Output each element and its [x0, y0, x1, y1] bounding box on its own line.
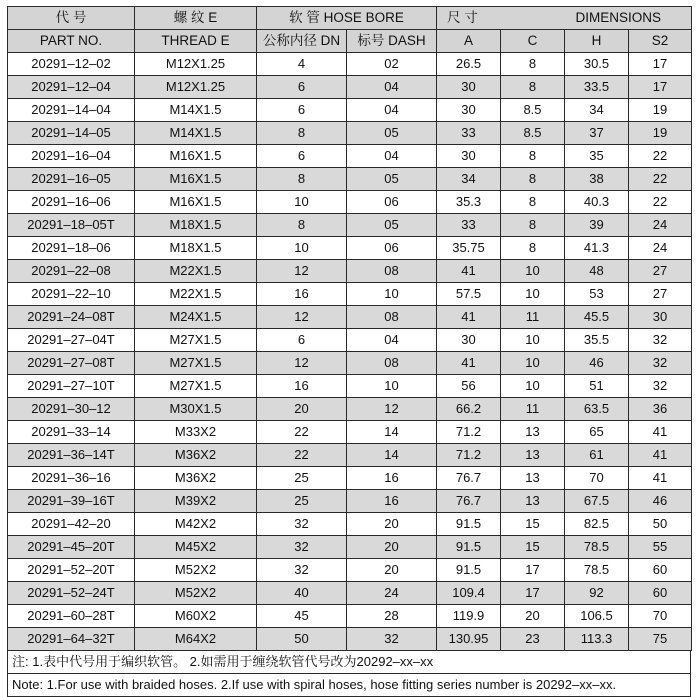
cell-dash: 14: [347, 421, 437, 444]
cell-s2: 32: [629, 375, 692, 398]
cell-s2: 41: [629, 421, 692, 444]
cell-part: 20291–42–20: [8, 513, 135, 536]
cell-dash: 05: [347, 214, 437, 237]
cell-h: 41.3: [565, 237, 629, 260]
cell-a: 30: [437, 76, 501, 99]
cell-dn: 6: [257, 76, 347, 99]
cell-h: 34: [565, 99, 629, 122]
header-dn: 公称内径 DN: [257, 30, 347, 53]
cell-h: 37: [565, 122, 629, 145]
header-row-2: [8, 30, 692, 53]
cell-thread: M39X2: [135, 490, 257, 513]
cell-part: 20291–52–24T: [8, 582, 135, 605]
cell-h: 46: [565, 352, 629, 375]
cell-dn: 10: [257, 237, 347, 260]
cell-thread: M27X1.5: [135, 329, 257, 352]
cell-dash: 12: [347, 398, 437, 421]
cell-a: 34: [437, 168, 501, 191]
cell-s2: 46: [629, 490, 692, 513]
cell-thread: M33X2: [135, 421, 257, 444]
cell-dash: 04: [347, 329, 437, 352]
cell-c: 10: [501, 375, 565, 398]
cell-part: 20291–14–04: [8, 99, 135, 122]
cell-dash: 04: [347, 76, 437, 99]
spec-sheet: [7, 6, 691, 697]
cell-part: 20291–36–16: [8, 467, 135, 490]
cell-dash: 04: [347, 145, 437, 168]
cell-thread: M27X1.5: [135, 375, 257, 398]
cell-h: 67.5: [565, 490, 629, 513]
cell-thread: M16X1.5: [135, 145, 257, 168]
header-thread-en: THREAD E: [135, 30, 257, 53]
cell-h: 35: [565, 145, 629, 168]
cell-a: 76.7: [437, 467, 501, 490]
cell-s2: 19: [629, 99, 692, 122]
cell-part: 20291–64–32T: [8, 628, 135, 651]
cell-part: 20291–52–20T: [8, 559, 135, 582]
cell-s2: 75: [629, 628, 692, 651]
spec-table-body: [8, 53, 692, 651]
cell-c: 13: [501, 444, 565, 467]
cell-c: 15: [501, 536, 565, 559]
cell-part: 20291–30–12: [8, 398, 135, 421]
cell-c: 8: [501, 237, 565, 260]
header-row-1: [8, 7, 692, 30]
cell-c: 20: [501, 605, 565, 628]
cell-s2: 60: [629, 559, 692, 582]
cell-h: 48: [565, 260, 629, 283]
cell-dash: 20: [347, 513, 437, 536]
table-row: [8, 628, 692, 651]
cell-s2: 24: [629, 237, 692, 260]
cell-h: 65: [565, 421, 629, 444]
cell-dn: 6: [257, 99, 347, 122]
table-row: [8, 559, 692, 582]
cell-part: 20291–27–08T: [8, 352, 135, 375]
header-dimensions-en: DIMENSIONS: [575, 10, 662, 25]
cell-c: 8: [501, 76, 565, 99]
table-row: [8, 536, 692, 559]
table-row: [8, 168, 692, 191]
cell-s2: 41: [629, 444, 692, 467]
cell-c: 11: [501, 398, 565, 421]
cell-part: 20291–39–16T: [8, 490, 135, 513]
cell-c: 8.5: [501, 99, 565, 122]
cell-a: 76.7: [437, 490, 501, 513]
cell-a: 91.5: [437, 559, 501, 582]
cell-s2: 32: [629, 329, 692, 352]
cell-part: 20291–33–14: [8, 421, 135, 444]
cell-c: 13: [501, 421, 565, 444]
cell-thread: M22X1.5: [135, 260, 257, 283]
cell-thread: M60X2: [135, 605, 257, 628]
cell-dash: 08: [347, 352, 437, 375]
cell-h: 38: [565, 168, 629, 191]
table-row: [8, 352, 692, 375]
cell-s2: 50: [629, 513, 692, 536]
cell-dash: 14: [347, 444, 437, 467]
notes-box: [7, 651, 691, 697]
cell-a: 26.5: [437, 53, 501, 76]
cell-a: 56: [437, 375, 501, 398]
cell-thread: M18X1.5: [135, 237, 257, 260]
cell-dn: 8: [257, 168, 347, 191]
cell-a: 91.5: [437, 513, 501, 536]
cell-h: 78.5: [565, 536, 629, 559]
table-row: [8, 582, 692, 605]
cell-c: 13: [501, 490, 565, 513]
cell-a: 35.3: [437, 191, 501, 214]
cell-part: 20291–27–04T: [8, 329, 135, 352]
note-cn: 注: 1.表中代号用于编织软管。 2.如需用于缠绕软管代号改为20292–xx–xx: [12, 654, 434, 669]
cell-dn: 32: [257, 536, 347, 559]
cell-part: 20291–16–06: [8, 191, 135, 214]
cell-dn: 6: [257, 329, 347, 352]
cell-a: 41: [437, 260, 501, 283]
cell-part: 20291–45–20T: [8, 536, 135, 559]
cell-dash: 05: [347, 168, 437, 191]
cell-a: 119.9: [437, 605, 501, 628]
cell-dn: 40: [257, 582, 347, 605]
cell-c: 17: [501, 582, 565, 605]
cell-dn: 16: [257, 283, 347, 306]
cell-c: 8: [501, 168, 565, 191]
header-a: A: [437, 30, 501, 53]
cell-c: 10: [501, 352, 565, 375]
table-row: [8, 398, 692, 421]
table-row: [8, 99, 692, 122]
cell-part: 20291–18–05T: [8, 214, 135, 237]
table-row: [8, 467, 692, 490]
cell-s2: 70: [629, 605, 692, 628]
cell-h: 92: [565, 582, 629, 605]
cell-h: 78.5: [565, 559, 629, 582]
table-row: [8, 76, 692, 99]
header-s2: S2: [629, 30, 692, 53]
cell-h: 70: [565, 467, 629, 490]
cell-thread: M64X2: [135, 628, 257, 651]
cell-a: 30: [437, 329, 501, 352]
cell-thread: M14X1.5: [135, 122, 257, 145]
cell-part: 20291–22–10: [8, 283, 135, 306]
table-row: [8, 329, 692, 352]
cell-c: 23: [501, 628, 565, 651]
cell-dash: 20: [347, 559, 437, 582]
cell-dn: 22: [257, 421, 347, 444]
cell-dash: 04: [347, 99, 437, 122]
cell-s2: 32: [629, 352, 692, 375]
cell-dn: 12: [257, 352, 347, 375]
cell-dash: 20: [347, 536, 437, 559]
cell-h: 113.3: [565, 628, 629, 651]
table-row: [8, 260, 692, 283]
table-row: [8, 375, 692, 398]
cell-s2: 30: [629, 306, 692, 329]
cell-dash: 32: [347, 628, 437, 651]
cell-h: 61: [565, 444, 629, 467]
cell-dn: 8: [257, 214, 347, 237]
cell-h: 33.5: [565, 76, 629, 99]
table-row: [8, 145, 692, 168]
cell-s2: 22: [629, 168, 692, 191]
cell-s2: 55: [629, 536, 692, 559]
cell-thread: M12X1.25: [135, 53, 257, 76]
cell-dn: 50: [257, 628, 347, 651]
table-row: [8, 237, 692, 260]
cell-dn: 22: [257, 444, 347, 467]
cell-dn: 6: [257, 145, 347, 168]
cell-thread: M52X2: [135, 559, 257, 582]
cell-part: 20291–18–06: [8, 237, 135, 260]
cell-h: 51: [565, 375, 629, 398]
table-row: [8, 513, 692, 536]
cell-h: 40.3: [565, 191, 629, 214]
header-c: C: [501, 30, 565, 53]
note-en: Note: 1.For use with braided hoses. 2.If use with spiral hoses, hose fitting series number is 20292–xx–xx.: [8, 673, 690, 696]
cell-dash: 16: [347, 467, 437, 490]
table-row: [8, 306, 692, 329]
header-h: H: [565, 30, 629, 53]
cell-dash: 10: [347, 283, 437, 306]
header-dimensions-cn: 尺 寸: [447, 10, 478, 25]
cell-s2: 22: [629, 145, 692, 168]
table-row: [8, 122, 692, 145]
cell-dash: 05: [347, 122, 437, 145]
header-thread-cn: 螺 纹 E: [135, 7, 257, 30]
table-row: [8, 605, 692, 628]
table-row: [8, 421, 692, 444]
cell-part: 20291–16–04: [8, 145, 135, 168]
cell-s2: 24: [629, 214, 692, 237]
cell-dash: 24: [347, 582, 437, 605]
cell-a: 35.75: [437, 237, 501, 260]
cell-thread: M42X2: [135, 513, 257, 536]
cell-c: 13: [501, 467, 565, 490]
cell-h: 82.5: [565, 513, 629, 536]
cell-part: 20291–16–05: [8, 168, 135, 191]
cell-thread: M16X1.5: [135, 168, 257, 191]
cell-dash: 06: [347, 237, 437, 260]
cell-h: 30.5: [565, 53, 629, 76]
cell-thread: M27X1.5: [135, 352, 257, 375]
cell-c: 8: [501, 191, 565, 214]
cell-s2: 27: [629, 283, 692, 306]
cell-c: 11: [501, 306, 565, 329]
cell-dn: 45: [257, 605, 347, 628]
header-code: 代 号: [8, 7, 135, 30]
cell-dash: 08: [347, 260, 437, 283]
cell-thread: M24X1.5: [135, 306, 257, 329]
cell-a: 109.4: [437, 582, 501, 605]
cell-part: 20291–22–08: [8, 260, 135, 283]
header-dash: 标号 DASH: [347, 30, 437, 53]
cell-thread: M45X2: [135, 536, 257, 559]
cell-part: 20291–60–28T: [8, 605, 135, 628]
header-part-no: PART NO.: [8, 30, 135, 53]
cell-part: 20291–24–08T: [8, 306, 135, 329]
cell-part: 20291–14–05: [8, 122, 135, 145]
cell-a: 130.95: [437, 628, 501, 651]
cell-thread: M18X1.5: [135, 214, 257, 237]
table-row: [8, 214, 692, 237]
cell-a: 30: [437, 99, 501, 122]
cell-h: 53: [565, 283, 629, 306]
cell-s2: 19: [629, 122, 692, 145]
cell-s2: 17: [629, 76, 692, 99]
cell-a: 41: [437, 352, 501, 375]
cell-a: 57.5: [437, 283, 501, 306]
cell-part: 20291–36–14T: [8, 444, 135, 467]
cell-dn: 12: [257, 306, 347, 329]
cell-dash: 28: [347, 605, 437, 628]
cell-part: 20291–27–10T: [8, 375, 135, 398]
cell-dash: 02: [347, 53, 437, 76]
cell-c: 15: [501, 513, 565, 536]
cell-c: 10: [501, 283, 565, 306]
header-dimensions: [437, 7, 692, 30]
cell-c: 8: [501, 145, 565, 168]
cell-dn: 10: [257, 191, 347, 214]
cell-dn: 20: [257, 398, 347, 421]
cell-a: 33: [437, 122, 501, 145]
cell-s2: 41: [629, 467, 692, 490]
cell-dn: 8: [257, 122, 347, 145]
cell-a: 33: [437, 214, 501, 237]
table-row: [8, 191, 692, 214]
cell-dash: 10: [347, 375, 437, 398]
table-row: [8, 490, 692, 513]
cell-c: 10: [501, 260, 565, 283]
cell-c: 10: [501, 329, 565, 352]
cell-dn: 25: [257, 490, 347, 513]
cell-dn: 12: [257, 260, 347, 283]
cell-dn: 4: [257, 53, 347, 76]
cell-thread: M16X1.5: [135, 191, 257, 214]
cell-s2: 60: [629, 582, 692, 605]
cell-thread: M30X1.5: [135, 398, 257, 421]
cell-a: 91.5: [437, 536, 501, 559]
cell-c: 8: [501, 53, 565, 76]
cell-h: 35.5: [565, 329, 629, 352]
cell-s2: 22: [629, 191, 692, 214]
cell-c: 17: [501, 559, 565, 582]
cell-c: 8: [501, 214, 565, 237]
cell-part: 20291–12–04: [8, 76, 135, 99]
cell-dn: 16: [257, 375, 347, 398]
table-row: [8, 283, 692, 306]
cell-thread: M36X2: [135, 444, 257, 467]
cell-part: 20291–12–02: [8, 53, 135, 76]
cell-thread: M36X2: [135, 467, 257, 490]
cell-s2: 27: [629, 260, 692, 283]
cell-dash: 16: [347, 490, 437, 513]
header-hose-bore: 软 管 HOSE BORE: [257, 7, 437, 30]
cell-a: 71.2: [437, 421, 501, 444]
cell-dn: 25: [257, 467, 347, 490]
cell-thread: M52X2: [135, 582, 257, 605]
table-row: [8, 444, 692, 467]
cell-h: 63.5: [565, 398, 629, 421]
cell-dash: 06: [347, 191, 437, 214]
fitting-spec-table: [7, 6, 692, 651]
cell-dash: 08: [347, 306, 437, 329]
cell-a: 66.2: [437, 398, 501, 421]
cell-c: 8.5: [501, 122, 565, 145]
cell-a: 71.2: [437, 444, 501, 467]
cell-a: 41: [437, 306, 501, 329]
cell-s2: 36: [629, 398, 692, 421]
table-row: [8, 53, 692, 76]
cell-thread: M12X1.25: [135, 76, 257, 99]
cell-dn: 32: [257, 559, 347, 582]
cell-h: 45.5: [565, 306, 629, 329]
cell-thread: M22X1.5: [135, 283, 257, 306]
cell-a: 30: [437, 145, 501, 168]
cell-s2: 17: [629, 53, 692, 76]
cell-thread: M14X1.5: [135, 99, 257, 122]
cell-h: 39: [565, 214, 629, 237]
cell-h: 106.5: [565, 605, 629, 628]
cell-dn: 32: [257, 513, 347, 536]
